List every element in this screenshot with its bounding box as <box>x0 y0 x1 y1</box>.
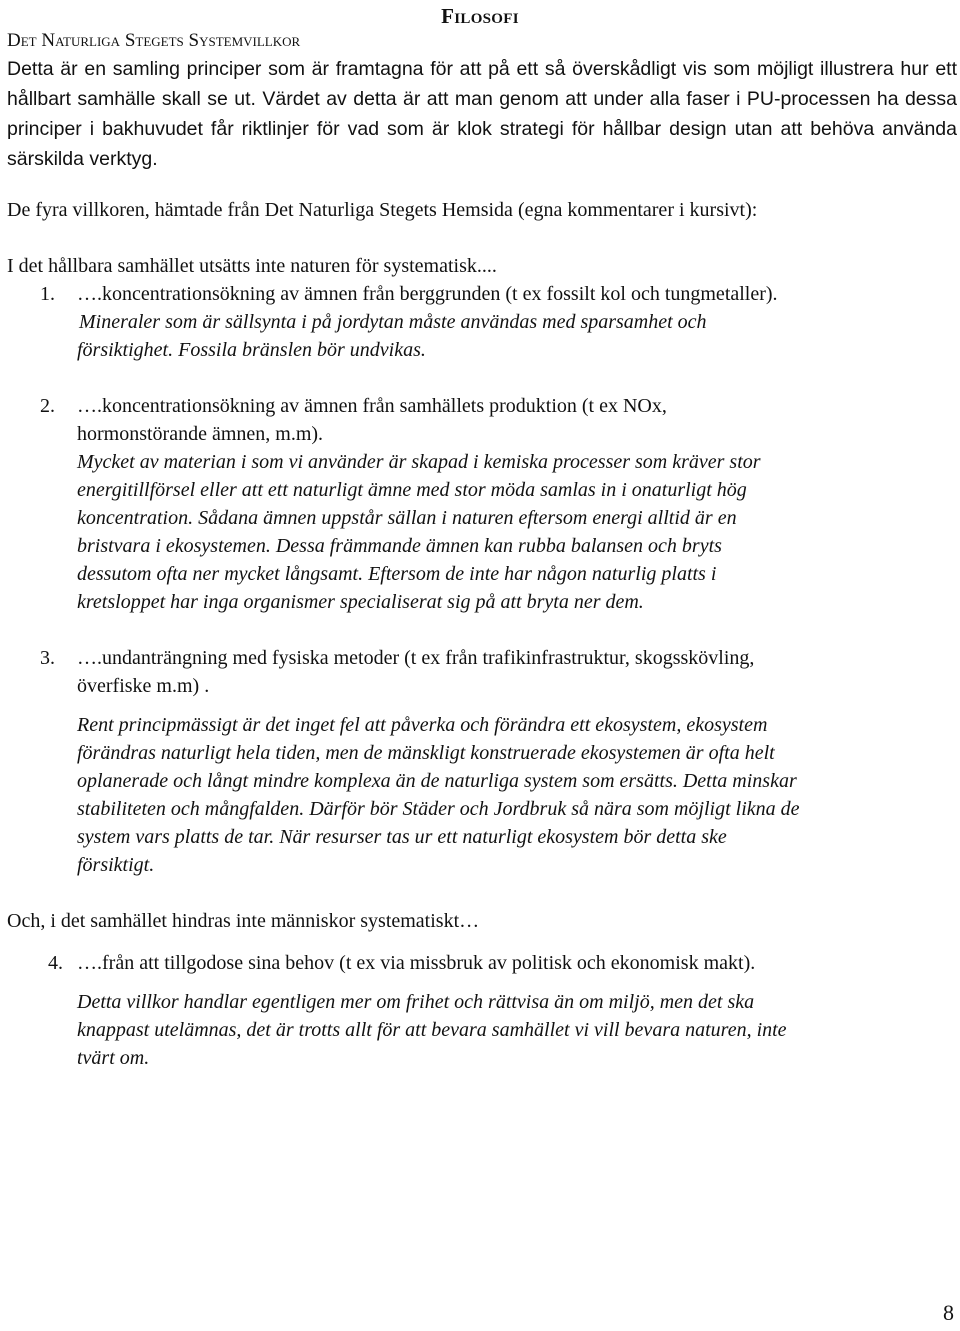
condition-1-comment-line: Mineraler som är sällsynta i på jordytan måste användas med sparsamhet och <box>79 311 707 333</box>
condition-3-comment-line: oplanerade och långt mindre komplexa än de naturliga system som ersätts. Detta minskar <box>77 770 797 792</box>
condition-3-text-line: överfiske m.m) . <box>77 675 210 697</box>
condition-2-text-line: hormonstörande ämnen, m.m). <box>77 423 324 445</box>
condition-1-number: 1. <box>40 283 55 305</box>
condition-2-comment-line: bristvara i ekosystemen. Dessa främmande ämnen kan rubba balansen och bryts <box>77 535 722 557</box>
condition-4-comment-line: knappast utelämnas, det är trotts allt för att bevara samhället vi vill bevara naturen, inte <box>77 1019 787 1041</box>
lead-line-2: Och, i det samhället hindras inte människor systematiskt… <box>7 910 480 932</box>
condition-4-number: 4. <box>48 952 63 974</box>
intro-paragraph: Detta är en samling principer som är framtagna för att på ett så överskådligt vis som möjligt illustrera hur ett hållbart samhälle skall se ut. Värdet av detta är att man genom att under alla faser i PU-processen ha dessa principer i bakhuvudet får riktlinjer för vad som är klok strategi för hållbar design utan att behöva använda särskilda verktyg. <box>7 58 957 170</box>
condition-3-number: 3. <box>40 647 55 669</box>
lead-line-1: I det hållbara samhället utsätts inte naturen för systematisk.... <box>7 255 497 277</box>
condition-2-text-line: ….koncentrationsökning av ämnen från samhällets produktion (t ex NOx, <box>77 395 667 417</box>
condition-2-number: 2. <box>40 395 55 417</box>
section-subtitle: Det Naturliga Stegets Systemvillkor <box>7 30 301 51</box>
source-line: De fyra villkoren, hämtade från Det Naturliga Stegets Hemsida (egna kommentarer i kursivt): <box>7 199 758 221</box>
condition-1-text-line: ….koncentrationsökning av ämnen från berggrunden (t ex fossilt kol och tungmetaller). <box>77 283 778 305</box>
condition-4-comment-line: tvärt om. <box>77 1047 150 1069</box>
condition-3-comment-line: stabiliteten och mångfalden. Därför bör Städer och Jordbruk så nära som möjligt likna de <box>77 798 800 820</box>
condition-3-comment-line: system vars platts de tar. När resurser tas ur ett naturligt ekosystem bör detta ske <box>77 826 727 848</box>
page-number: 8 <box>943 1300 954 1325</box>
condition-2-comment-line: kretsloppet har inga organismer specialiserat sig på att bryta ner dem. <box>77 591 644 613</box>
condition-2-comment-line: koncentration. Sådana ämnen uppstår sällan i naturen eftersom energi alltid är en <box>77 507 737 529</box>
condition-3-comment-line: Rent principmässigt är det inget fel att påverka och förändra ett ekosystem, ekosystem <box>77 714 768 736</box>
condition-3-comment-line: förändras naturligt hela tiden, men de mänskligt konstruerade ekosystemen är ofta helt <box>77 742 775 764</box>
page-title: Filosofi <box>441 4 519 28</box>
condition-3-comment-line: försiktigt. <box>77 854 155 876</box>
condition-2-comment-line: dessutom ofta ner mycket långsamt. Eftersom de inte har någon naturlig platts i <box>77 563 717 585</box>
condition-4-text-line: ….från att tillgodose sina behov (t ex via missbruk av politisk och ekonomisk makt). <box>77 952 756 974</box>
condition-2-comment-line: Mycket av materian i som vi använder är skapad i kemiska processer som kräver stor <box>77 451 761 473</box>
condition-2-comment-line: energitillförsel eller att ett naturligt ämne med stor möda samlas in i onaturligt hög <box>77 479 747 501</box>
condition-1-comment-line: försiktighet. Fossila bränslen bör undvikas. <box>77 339 426 361</box>
condition-4-comment-line: Detta villkor handlar egentligen mer om frihet och rättvisa än om miljö, men det ska <box>77 991 755 1013</box>
condition-3-text-line: ….undanträngning med fysiska metoder (t ex från trafikinfrastruktur, skogsskövling, <box>77 647 755 669</box>
